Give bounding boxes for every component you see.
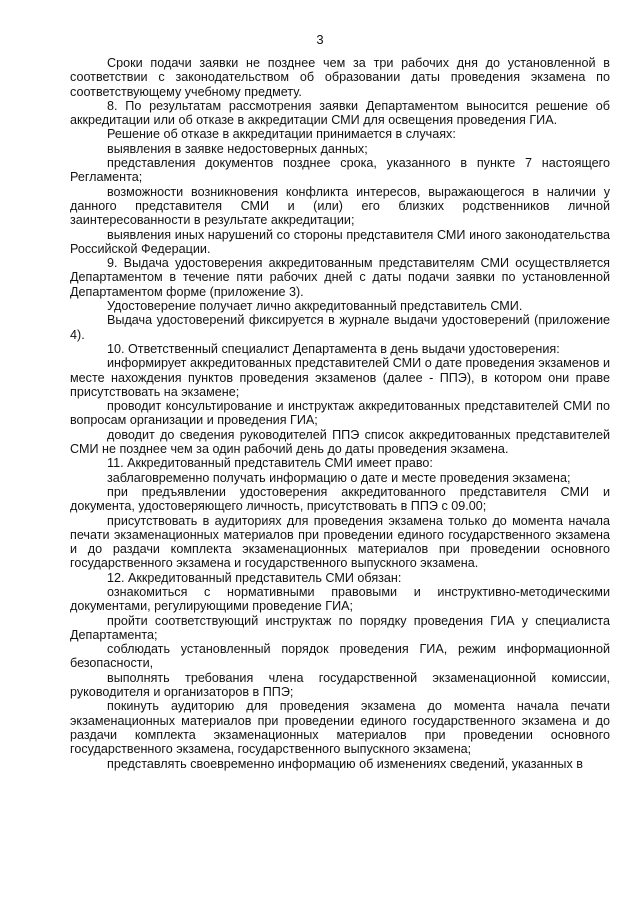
paragraph: 9. Выдача удостоверения аккредитованным представителям СМИ осуществляется Департаментом в течение пяти рабочих дней с даты подачи заявки по установленной Департаментом форме (приложение 3). — [70, 256, 610, 299]
paragraph: присутствовать в аудиториях для проведения экзамена только до момента начала печати экзаменационных материалов при проведении единого государственного экзамена и до раздачи комплекта экзаменационных материалов при проведении основного государственного экзамена и государственного выпускного экзамена. — [70, 513, 610, 571]
paragraph: соблюдать установленный порядок проведения ГИА, режим информационной безопасности, — [70, 642, 610, 671]
paragraph: выявления иных нарушений со стороны представителя СМИ иного законодательства Российской Федерации. — [70, 227, 610, 256]
paragraph: информирует аккредитованных представителей СМИ о дате проведения экзаменов и месте нахождения пунктов проведения экзаменов (далее - ППЭ), в котором они праве присутствовать на экзамене; — [70, 356, 610, 399]
paragraph: 11. Аккредитованный представитель СМИ имеет право: — [107, 456, 433, 471]
paragraph: проводит консультирование и инструктаж аккредитованных представителей СМИ по вопросам организации и проведения ГИА; — [70, 399, 610, 428]
paragraph: 12. Аккредитованный представитель СМИ обязан: — [107, 570, 402, 585]
paragraph: Выдача удостоверений фиксируется в журнале выдачи удостоверений (приложение 4). — [70, 313, 610, 342]
paragraph: представления документов позднее срока, указанного в пункте 7 настоящего Регламента; — [70, 156, 610, 185]
paragraph: выполнять требования члена государственной экзаменационной комиссии, руководителя и организаторов в ППЭ; — [70, 670, 610, 700]
paragraph: пройти соответствующий инструктаж по порядку проведения ГИА у специалиста Департамента; — [70, 613, 610, 642]
document-body — [70, 56, 610, 771]
paragraph: доводит до сведения руководителей ППЭ список аккредитованных представителей СМИ не позднее чем за один рабочий день до даты проведения экзамена. — [70, 427, 610, 457]
paragraph: возможности возникновения конфликта интересов, выражающегося в наличии у данного представителя СМИ и (или) его близких родственников личной заинтересованности в результате аккредитации; — [70, 184, 610, 228]
paragraph: Сроки подачи заявки не позднее чем за три рабочих дня до установленной в соответствии с законодательством об образовании даты проведения экзамена по соответствующему учебному предмету. — [70, 56, 610, 99]
paragraph: ознакомиться с нормативными правовыми и инструктивно-методическими документами, регулирующими проведение ГИА; — [70, 584, 610, 614]
paragraph: Удостоверение получает лично аккредитованный представитель СМИ. — [107, 299, 523, 314]
paragraph: при предъявлении удостоверения аккредитованного представителя СМИ и документа, удостоверяющего личность, присутствовать в ППЭ с 09.00; — [70, 484, 610, 514]
paragraph: 10. Ответственный специалист Департамента в день выдачи удостоверения: — [107, 341, 560, 356]
paragraph: покинуть аудиторию для проведения экзамена до момента начала печати экзаменационных материалов при проведении единого государственного экзамена и до раздачи комплекта экзаменационных материалов при проведении основного государственного экзамена, государственного выпускного экзамена; — [70, 699, 610, 757]
paragraph: представлять своевременно информацию об изменениях сведений, указанных в — [107, 756, 583, 771]
paragraph: 8. По результатам рассмотрения заявки Департаментом выносится решение об аккредитации или об отказе в аккредитации СМИ для освещения проведения ГИА. — [70, 98, 610, 128]
paragraph: заблаговременно получать информацию о дате и месте проведения экзамена; — [107, 470, 571, 485]
page-number: 3 — [316, 32, 324, 47]
paragraph: Решение об отказе в аккредитации принимается в случаях: — [107, 127, 456, 142]
paragraph: выявления в заявке недостоверных данных; — [107, 141, 368, 156]
